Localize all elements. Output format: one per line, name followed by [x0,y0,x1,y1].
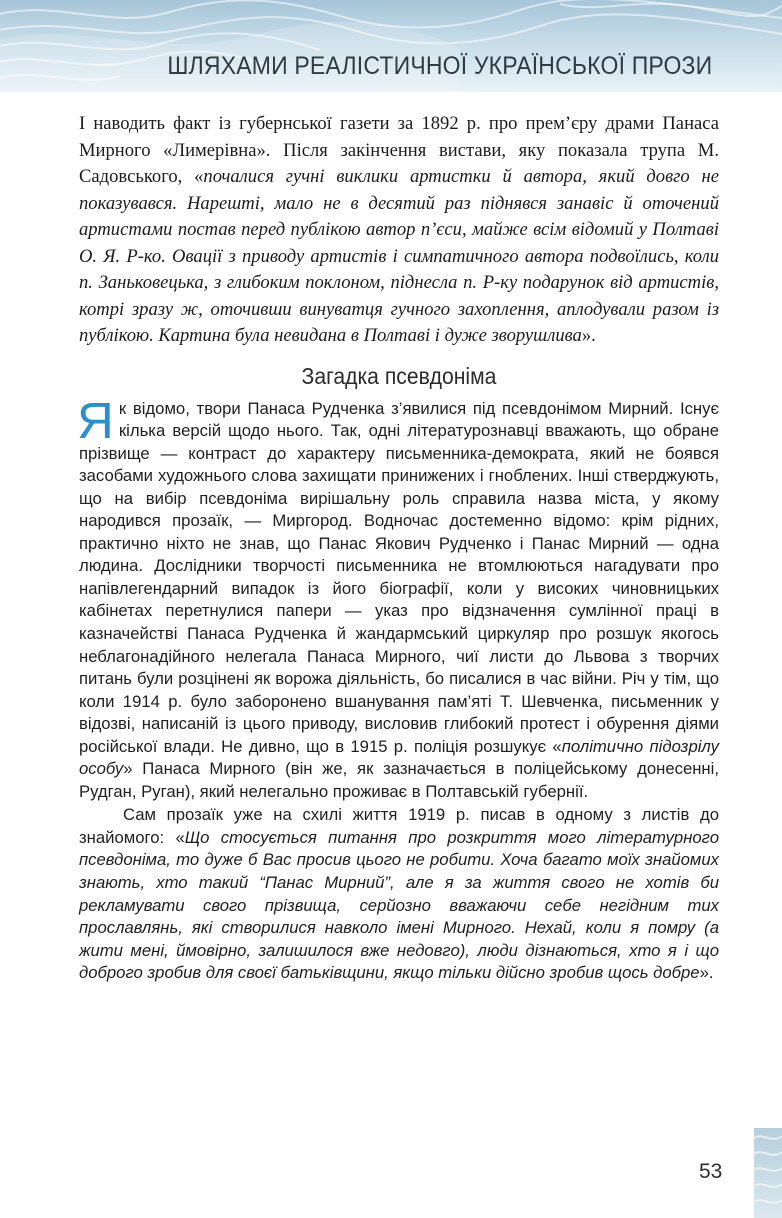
intro-quote-end: ». [581,325,596,346]
running-header-title: ШЛЯХАМИ РЕАЛІСТИЧНОЇ УКРАЇНСЬКОЇ ПРОЗИ [167,52,712,80]
p2-italic-quote: Що стосується питання про розкриття мого літературного псевдоніма, то дуже б Вас просив цього не робити. Хоча багато моїх знайомих знають, хто такий “Панас Мирний”, але я за життя свого не хотів би рекламувати свого прізвища, серйозно вважаючи себе негідним тих прославлянь, які створилися навколо імені Мирного. Нехай, коли я помру (а жити мені, ймовірно, залишилося вже недовго), люди дізнаються, хто я і що доброго зробив для своєї батьківщини, якщо тільки дійсно зробив щось добре [79,827,719,983]
p1-italic-quote: політично підозрілу особу [79,736,719,779]
section-heading: Загадка псевдоніма [301,362,497,389]
intro-text: І наводить факт із губернської газети за 1892 р. про прем’єру драми Панаса Мирного «Лимерівна». Після закінчення вистави, яку показала трупа М. Садовського, « [79,113,719,187]
header-banner [0,0,782,92]
page-number: 53 [699,1160,723,1183]
p1-text-a: к відомо, твори Панаса Рудченка з’явилися під псевдонімом Мирний. Існує кілька версій щодо нього. Так, одні літературознавці вважають, що обране прізвище — контраст до характеру письменника-демократа, який не боявся засобами художнього слова захищати принижених і гноблених. Інші стверджують, що на вибір псевдоніма вирішальну роль справила назва міста, у якому народився прозаїк, — Миргород. Водночас достеменно відомо: крім рідних, практично ніхто не знав, що Панас Якович Рудченко і Панас Мирний — одна людина. Дослідники творчості письменника не втомлюються нагадувати про напівлегендарний випадок із його біографії, коли у високих чиновницьких кабінетах перетнулися папери — указ про відзначення сумлінної праці в казначействі Панаса Рудченка й жандармський циркуляр про розшук якогось неблагонадійного нелегала Панаса Мирного, чиї листи до Львова з творчих питань були розцінені як ворожа діяльність, бо писалися в час війни. Річ у тім, що коли 1914 р. було заборонено вшанування пам’яті Т. Шевченка, письменник у відозві, написаній із цього приводу, висловив глибокий протест і обурення діями російської влади. Не дивно, що в 1915 р. поліція розшукує « [79,398,719,756]
page-content [79,111,719,985]
intro-quote: почалися гучні виклики артистки й автора, який довго не показувався. Нарешті, мало не в десятий раз піднявся занавіс й оточений артистами постав перед публікою автор п’єси, майже всім відомий у Полтаві О. Я. Р-ко. Овації з приводу артистів і симпатичного автора подвоїлись, коли п. Заньковецька, з глибоким поклоном, піднесла п. Р-ку подарунок від артистів, котрі зразу ж, оточивши винуватця гучного захоплення, аплодували разом із публікою. Картина була невидана в Полтаві і дуже зворушлива [79,166,719,346]
page-edge-decoration [754,1128,782,1218]
drop-cap: Я [77,391,114,449]
intro-paragraph [79,111,719,350]
p1-text-b: » Панаса Мирного (він же, як зазначається в поліцейському донесенні, Рудган, Руган), який нелегально проживає в Полтавській губернії. [79,759,719,801]
body-paragraph-1 [77,391,719,804]
p2-text-a: Сам прозаїк уже на схилі життя 1919 р. писав в одному з листів до знайомого: « [79,805,719,847]
p2-text-b: ». [699,963,714,983]
body-paragraph-2 [79,804,719,984]
